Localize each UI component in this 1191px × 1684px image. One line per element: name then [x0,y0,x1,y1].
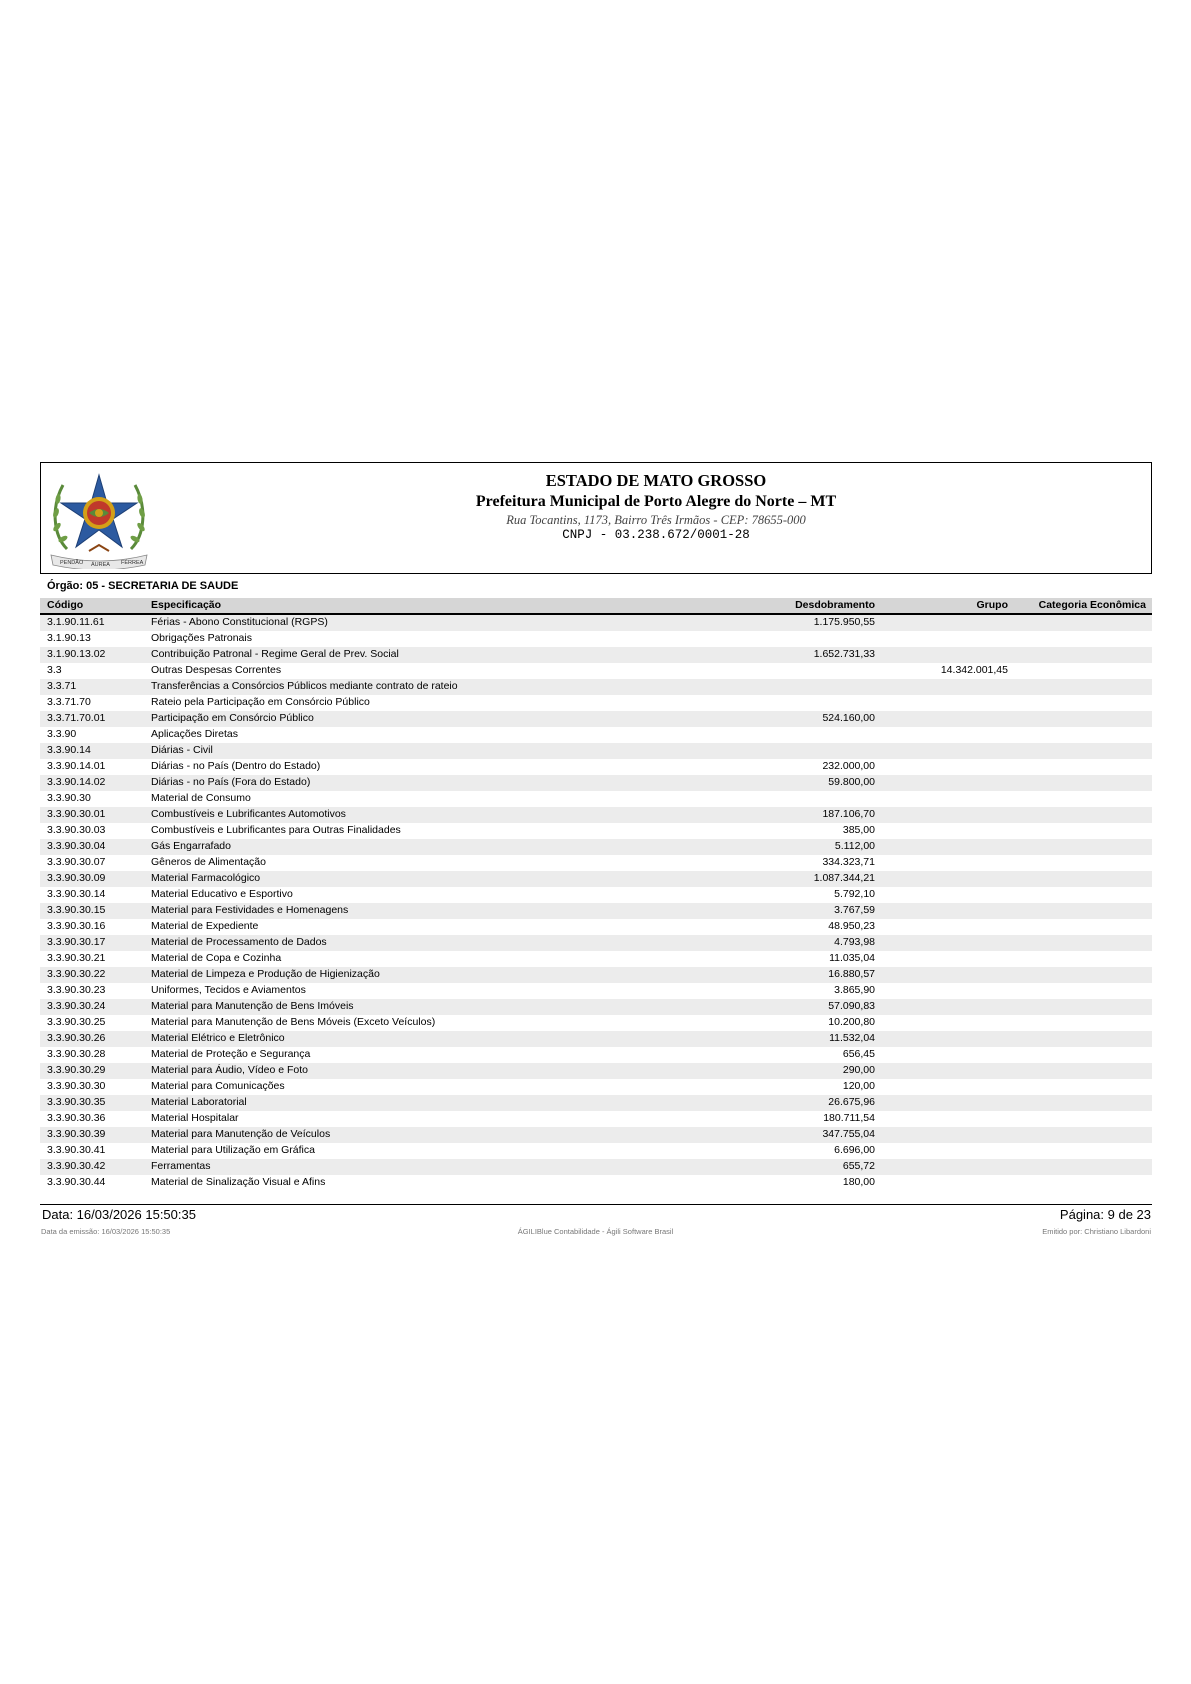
emitted-by: Emitido por: Christiano Libardoni [1042,1227,1151,1236]
cell-codigo: 3.1.90.11.61 [47,616,105,628]
table-row [40,631,1152,647]
table-row [40,695,1152,711]
address: Rua Tocantins, 1173, Bairro Três Irmãos - CEP: 78655-000 [506,513,806,527]
cell-codigo: 3.3.90.30.28 [47,1048,106,1060]
cell-especificacao: Material para Áudio, Vídeo e Foto [151,1064,309,1076]
svg-text:ÁUREA: ÁUREA [91,562,110,568]
cell-especificacao: Ferramentas [151,1160,211,1172]
cell-desdobramento: 385,00 [842,824,875,836]
table-body [40,615,1152,1191]
cell-desdobramento: 187.106,70 [822,808,875,820]
table-row [40,1159,1152,1175]
cell-especificacao: Combustíveis e Lubrificantes Automotivos [151,808,346,820]
cell-desdobramento: 656,45 [842,1048,875,1060]
table-row [40,1047,1152,1063]
state-coat-of-arms-icon [45,467,153,569]
cell-desdobramento: 11.035,04 [829,952,875,964]
table-row [40,711,1152,727]
cell-especificacao: Participação em Consórcio Público [151,712,314,724]
cell-codigo: 3.3.90.30.14 [47,888,106,900]
table-row [40,647,1152,663]
cell-desdobramento: 655,72 [842,1160,875,1172]
emission-date: Data da emissão: 16/03/2026 15:50:35 [41,1227,171,1236]
table-row [40,775,1152,791]
cell-especificacao: Diárias - no País (Dentro do Estado) [151,760,321,772]
cell-codigo: 3.3.90.30.44 [47,1176,106,1188]
cell-desdobramento: 1.087.344,21 [813,872,875,884]
table-row [40,839,1152,855]
cell-codigo: 3.3.71.70 [47,696,91,708]
cell-especificacao: Material Laboratorial [151,1096,247,1108]
cell-codigo: 3.3.90.30.21 [47,952,106,964]
cell-desdobramento: 5.112,00 [834,840,875,852]
footer-date: Data: 16/03/2026 15:50:35 [42,1207,196,1222]
table-row [40,855,1152,871]
cell-desdobramento: 524.160,00 [822,712,875,724]
cell-especificacao: Material de Expediente [151,920,259,932]
cell-codigo: 3.3.90.30.07 [47,856,106,868]
cell-desdobramento: 6.696,00 [834,1144,875,1156]
table-row [40,759,1152,775]
cell-desdobramento: 334.323,71 [822,856,875,868]
cell-codigo: 3.3.90.30.22 [47,968,106,980]
cell-codigo: 3.3.90.30.36 [47,1112,106,1124]
cell-especificacao: Material para Manutenção de Bens Imóveis [151,1000,354,1012]
cell-desdobramento: 180.711,54 [823,1112,875,1124]
header-text-block [161,463,1151,542]
cell-codigo: 3.3.90.30.01 [47,808,106,820]
cnpj: CNPJ - 03.238.672/0001-28 [562,528,750,542]
cell-desdobramento: 4.793,98 [834,936,875,948]
cell-codigo: 3.3.90.30.03 [47,824,106,836]
cell-especificacao: Combustíveis e Lubrificantes para Outras Finalidades [151,824,401,836]
table-row [40,1111,1152,1127]
cell-especificacao: Diárias - no País (Fora do Estado) [151,776,311,788]
cell-codigo: 3.3.90.30.16 [47,920,106,932]
cell-codigo: 3.3.90.30.04 [47,840,106,852]
table-row [40,951,1152,967]
table-row [40,919,1152,935]
cell-desdobramento: 1.175.950,55 [813,616,875,628]
cell-desdobramento: 232.000,00 [822,760,875,772]
cell-codigo: 3.1.90.13 [47,632,91,644]
cell-codigo: 3.3.90.30.42 [47,1160,106,1172]
cell-codigo: 3.1.90.13.02 [47,648,106,660]
table-row [40,791,1152,807]
cell-codigo: 3.3.90.30.26 [47,1032,106,1044]
cell-codigo: 3.3.90.30.30 [47,1080,106,1092]
cell-codigo: 3.3.90.30.23 [47,984,106,996]
table-row [40,743,1152,759]
cell-desdobramento: 5.792,10 [834,888,875,900]
cell-codigo: 3.3.71 [47,680,77,692]
cell-desdobramento: 3.865,90 [834,984,875,996]
cell-especificacao: Material Hospitalar [151,1112,239,1124]
cell-desdobramento: 120,00 [842,1080,875,1092]
table-row [40,1095,1152,1111]
cell-codigo: 3.3.90.30.35 [47,1096,106,1108]
cell-desdobramento: 26.675,96 [828,1096,875,1108]
system-name: ÁGILIBlue Contabilidade - Ágili Software Brasil [517,1227,674,1236]
cell-desdobramento: 1.652.731,33 [813,648,875,660]
expense-table [40,598,1152,1191]
col-codigo: Código [47,599,84,611]
cell-especificacao: Material de Limpeza e Produção de Higienização [151,968,380,980]
table-row [40,1063,1152,1079]
cell-desdobramento: 16.880,57 [828,968,875,980]
report-header [40,462,1152,574]
table-row [40,1127,1152,1143]
cell-codigo: 3.3.90.30.39 [47,1128,106,1140]
prefeitura-title: Prefeitura Municipal de Porto Alegre do Norte – MT [475,493,837,510]
table-row [40,871,1152,887]
cell-desdobramento: 290,00 [842,1064,875,1076]
cell-especificacao: Diárias - Civil [151,744,213,756]
cell-especificacao: Rateio pela Participação em Consórcio Público [151,696,370,708]
table-row [40,1031,1152,1047]
col-grupo: Grupo [976,599,1008,611]
table-row [40,999,1152,1015]
table-row [40,1143,1152,1159]
table-row [40,727,1152,743]
col-especificacao: Especificação [151,599,222,611]
cell-codigo: 3.3.90.14 [47,744,91,756]
table-row [40,983,1152,999]
footer-divider [40,1204,1152,1205]
cell-codigo: 3.3.90.14.02 [47,776,106,788]
table-header [40,598,1152,615]
cell-especificacao: Material de Sinalização Visual e Afins [151,1176,326,1188]
cell-especificacao: Gás Engarrafado [151,840,231,852]
table-row [40,935,1152,951]
cell-desdobramento: 59.800,00 [828,776,875,788]
table-row [40,615,1152,631]
orgao-label: Órgão: 05 - SECRETARIA DE SAUDE [47,580,239,592]
cell-especificacao: Material de Processamento de Dados [151,936,327,948]
cell-codigo: 3.3.90.30.25 [47,1016,106,1028]
state-title: ESTADO DE MATO GROSSO [545,471,767,490]
table-row [40,1079,1152,1095]
cell-especificacao: Material de Proteção e Segurança [151,1048,311,1060]
cell-desdobramento: 57.090,83 [828,1000,875,1012]
cell-desdobramento: 11.532,04 [829,1032,875,1044]
cell-especificacao: Uniformes, Tecidos e Aviamentos [151,984,306,996]
cell-desdobramento: 180,00 [842,1176,875,1188]
table-row [40,679,1152,695]
cell-especificacao: Material de Consumo [151,792,251,804]
cell-especificacao: Material para Comunicações [151,1080,285,1092]
cell-especificacao: Material para Manutenção de Veículos [151,1128,331,1140]
cell-codigo: 3.3 [47,664,62,676]
table-row [40,807,1152,823]
cell-codigo: 3.3.90.30.24 [47,1000,106,1012]
cell-especificacao: Material Elétrico e Eletrônico [151,1032,285,1044]
cell-especificacao: Férias - Abono Constitucional (RGPS) [151,616,328,628]
cell-desdobramento: 48.950,23 [828,920,875,932]
table-row [40,887,1152,903]
cell-especificacao: Contribuição Patronal - Regime Geral de Prev. Social [151,648,399,660]
cell-especificacao: Material Educativo e Esportivo [151,888,293,900]
cell-especificacao: Obrigações Patronais [151,632,252,644]
cell-especificacao: Transferências a Consórcios Públicos mediante contrato de rateio [151,680,458,692]
cell-especificacao: Material de Copa e Cozinha [151,952,282,964]
cell-especificacao: Material para Manutenção de Bens Móveis (Exceto Veículos) [151,1016,436,1028]
cell-desdobramento: 347.755,04 [822,1128,875,1140]
table-row [40,903,1152,919]
svg-text:PENDÃO: PENDÃO [60,560,84,566]
cell-codigo: 3.3.90.30.17 [47,936,106,948]
page-number: Página: 9 de 23 [1059,1207,1151,1222]
cell-codigo: 3.3.90 [47,728,77,740]
cell-especificacao: Material para Utilização em Gráfica [151,1144,315,1156]
cell-codigo: 3.3.90.30.15 [47,904,106,916]
svg-text:FÉRREA: FÉRREA [121,560,144,566]
table-row [40,967,1152,983]
cell-codigo: 3.3.90.30.09 [47,872,106,884]
cell-especificacao: Aplicações Diretas [151,728,238,740]
table-row [40,1175,1152,1191]
cell-grupo: 14.342.001,45 [940,664,1008,676]
cell-codigo: 3.3.71.70.01 [47,712,106,724]
cell-codigo: 3.3.90.14.01 [47,760,106,772]
cell-desdobramento: 3.767,59 [834,904,875,916]
cell-desdobramento: 10.200,80 [828,1016,875,1028]
cell-especificacao: Material Farmacológico [151,872,261,884]
col-desdobramento: Desdobramento [795,599,875,611]
cell-codigo: 3.3.90.30 [47,792,91,804]
cell-especificacao: Material para Festividades e Homenagens [151,904,349,916]
cell-codigo: 3.3.90.30.29 [47,1064,106,1076]
table-row [40,663,1152,679]
cell-especificacao: Gêneros de Alimentação [151,856,266,868]
col-categoria: Categoria Econômica [1038,599,1146,611]
cell-especificacao: Outras Despesas Correntes [151,664,282,676]
table-row [40,1015,1152,1031]
cell-codigo: 3.3.90.30.41 [47,1144,106,1156]
table-row [40,823,1152,839]
